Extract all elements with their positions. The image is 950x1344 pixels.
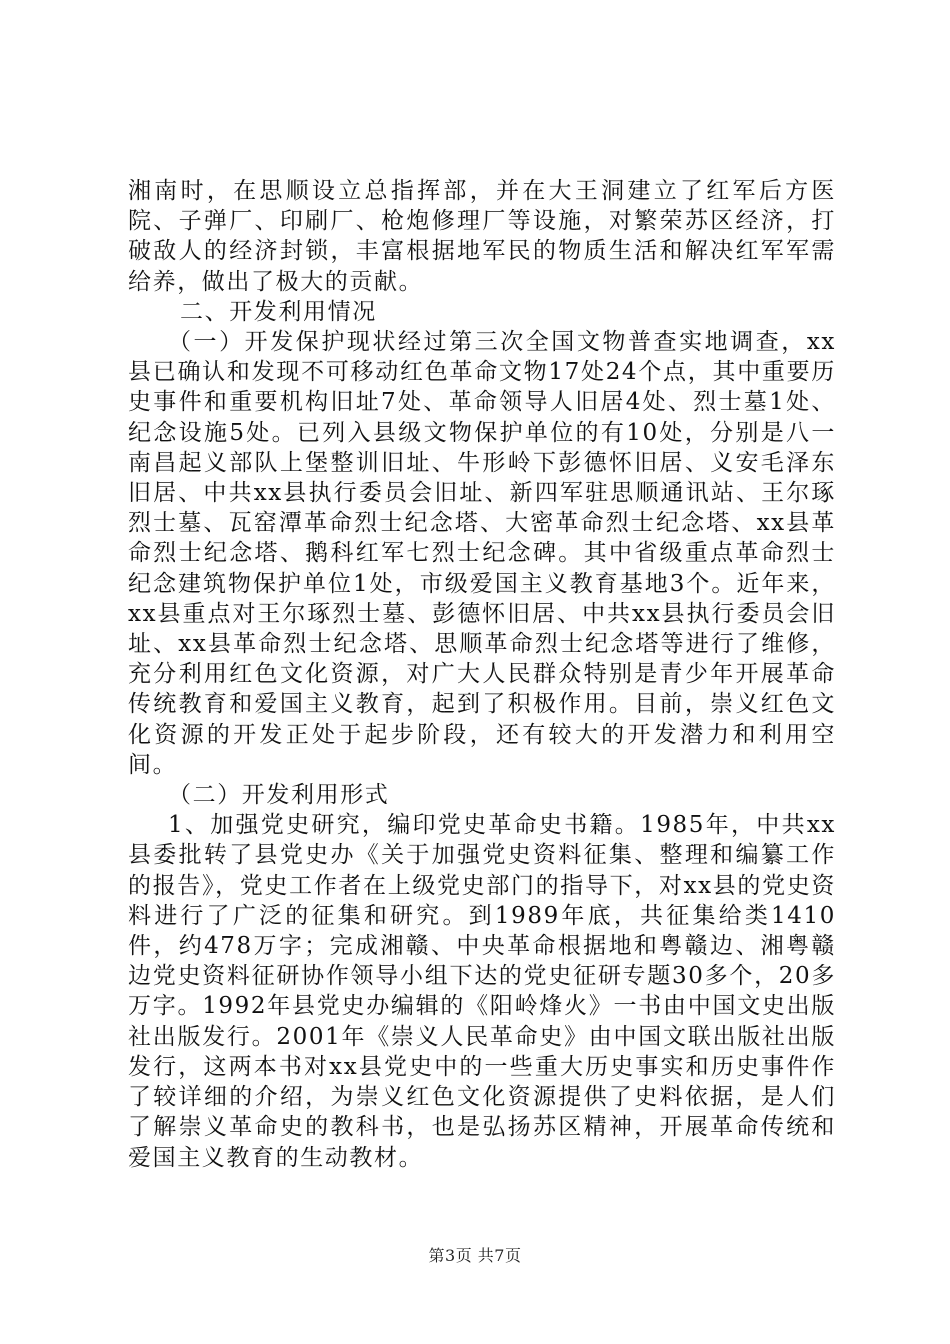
paragraph-continuation: 湘南时，在思顺设立总指挥部，并在大王洞建立了红军后方医院、子弹厂、印刷厂、枪炮修理厂等设施，对繁荣苏区经济，打破敌人的经济封锁，丰富根据地军民的物质生活和解决红军军需给养，做出了极大的贡献。 — [128, 178, 836, 295]
paragraph-party-history: 1、加强党史研究，编印党史革命史书籍。1985年，中共xx县委批转了县党史办《关于加强党史资料征集、整理和编纂工作的报告》，党史工作者在上级党史部门的指导下，对xx县的党史资料进行了广泛的征集和研究。到1989年底，共征集给类1410件，约478万字；完成湘赣、中央革命根据地和粤赣边、湘粤赣边党史资料征研协作领导小组下达的党史征研专题30多个，20多万字。1992年县党史办编辑的《阳岭烽火》一书由中国文史出版社出版发行。2001年《崇义人民革命史》由中国文联出版社出版发行，这两本书对xx县党史中的一些重大历史事实和历史事件作了较详细的介绍，为崇义红色文化资源提供了史料依据，是人们了解崇义革命史的教科书，也是弘扬苏区精神，开展革命传统和爱国主义教育的生动教材。 — [128, 812, 836, 1171]
subsection-heading-forms: （二）开发利用形式 — [168, 782, 390, 809]
document-body — [128, 176, 836, 1173]
page-number-footer: 第3页 共7页 — [428, 1246, 522, 1265]
paragraph-protection-status: （一）开发保护现状经过第三次全国文物普查实地调查，xx县已确认和发现不可移动红色革命文物17处24个点，其中重要历史事件和重要机构旧址7处、革命领导人旧居4处、烈士墓1处、纪念设施5处。已列入县级文物保护单位的有10处，分别是八一南昌起义部队上堡整训旧址、牛形岭下彭德怀旧居、义安毛泽东旧居、中共xx县执行委员会旧址、新四军驻思顺通讯站、王尔琢烈士墓、瓦窑潭革命烈士纪念塔、大密革命烈士纪念塔、xx县革命烈士纪念塔、鹅科红军七烈士纪念碑。其中省级重点革命烈士纪念建筑物保护单位1处，市级爱国主义教育基地3个。近年来，xx县重点对王尔琢烈士墓、彭德怀旧居、中共xx县执行委员会旧址、xx县革命烈士纪念塔、思顺革命烈士纪念塔等进行了维修，充分利用红色文化资源，对广大人民群众特别是青少年开展革命传统教育和爱国主义教育，起到了积极作用。目前，崇义红色文化资源的开发正处于起步阶段，还有较大的开发潜力和利用空间。 — [128, 329, 836, 778]
section-heading-development: 二、开发利用情况 — [180, 298, 377, 325]
